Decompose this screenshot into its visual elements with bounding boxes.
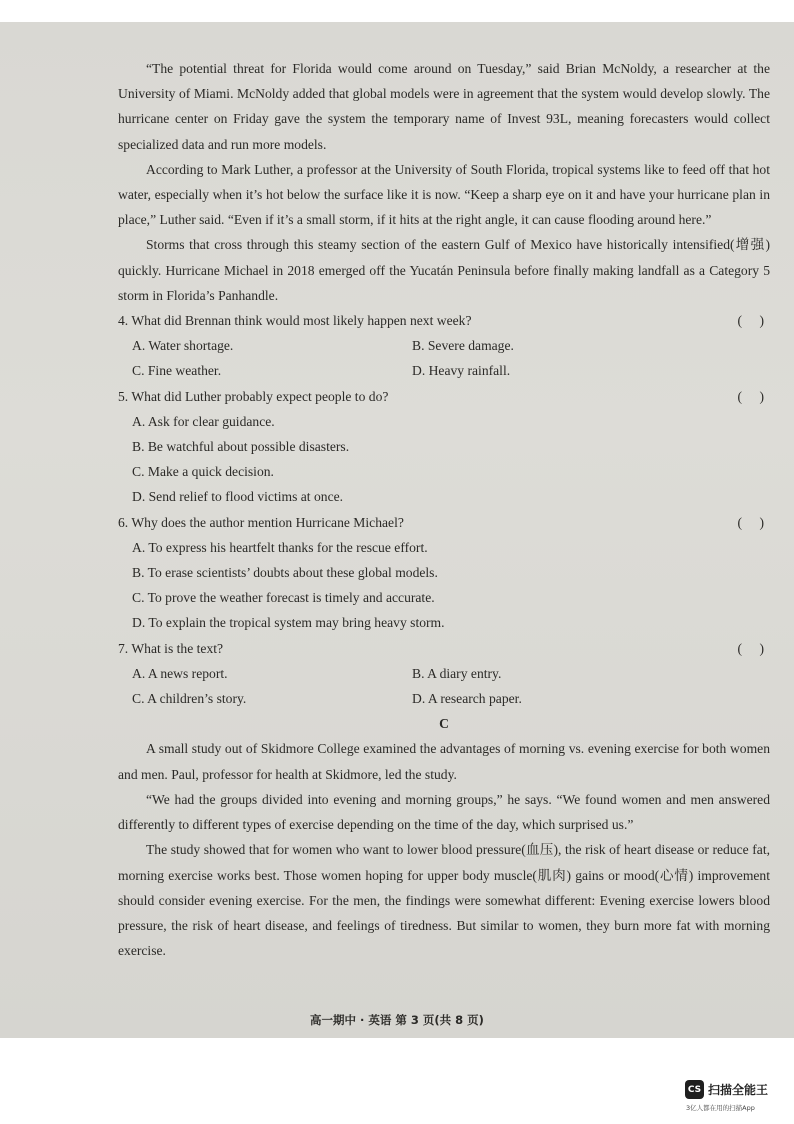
option-b: B. Be watchful about possible disasters. — [132, 439, 350, 455]
question-stem: 7. What is the text? — [118, 640, 224, 656]
option-d: D. To explain the tropical system may bring heavy storm. — [132, 615, 445, 631]
watermark-app-name: 扫描全能王 — [708, 1083, 769, 1097]
question-stem: 5. What did Luther probably expect people to do? — [118, 388, 389, 404]
watermark-tagline: 3亿人都在用的扫描App — [686, 1104, 755, 1112]
option-row — [118, 333, 770, 358]
answer-bracket: ( ) — [737, 514, 764, 530]
option-b: B. To erase scientists’ doubts about these global models. — [132, 565, 438, 581]
option-d: D. Heavy rainfall. — [412, 363, 511, 379]
question-stem: 4. What did Brennan think would most likely happen next week? — [118, 313, 472, 329]
section-c-heading: C — [439, 716, 449, 732]
option-a: A. To express his heartfelt thanks for the rescue effort. — [132, 539, 428, 555]
answer-bracket: ( ) — [737, 313, 764, 329]
option-a: A. A news report. — [132, 665, 228, 681]
option-b: B. A diary entry. — [412, 665, 502, 681]
question-6 — [118, 510, 770, 535]
paragraph: “The potential threat for Florida would come around on Tuesday,” said Brian McNoldy, a researcher at the University of Miami. McNoldy added that global models were in agreement that the system would develop slowly. The hurricane center on Friday gave the system the temporary name of Invest 93L, meaning forecasters would collect specialized data and run more models. — [118, 61, 770, 152]
option-c: C. Make a quick decision. — [132, 464, 274, 480]
camscanner-logo-icon: CS — [685, 1080, 704, 1099]
option-c: C. To prove the weather forecast is timely and accurate. — [132, 590, 435, 606]
question-4 — [118, 308, 770, 333]
option-c: C. A children’s story. — [132, 691, 247, 707]
option-row — [118, 661, 770, 686]
page-content — [118, 56, 770, 963]
paragraph: The study showed that for women who want to lower blood pressure(血压), the risk of heart disease or reduce fat, morning exercise works best. Those women hoping for upper body muscle(肌肉) gains or mood(心情) improvement should consider evening exercise. For the men, the findings were somewhat different: Evening exercise lowers blood pressure, the risk of heart disease, and feelings of tiredness. But similar to women, they burn more fat with morning exercise. — [118, 842, 770, 959]
option-c: C. Fine weather. — [132, 363, 222, 379]
question-7 — [118, 636, 770, 661]
option-a: A. Ask for clear guidance. — [132, 413, 275, 429]
answer-bracket: ( ) — [737, 388, 764, 404]
paragraph: “We had the groups divided into evening and morning groups,” he says. “We found women and men answered differently to different types of exercise depending on the time of the day, which surprised us.” — [118, 791, 770, 833]
option-row — [118, 686, 770, 711]
paragraph: A small study out of Skidmore College examined the advantages of morning vs. evening exercise for both women and men. Paul, professor for health at Skidmore, led the study. — [118, 741, 770, 782]
option-a: A. Water shortage. — [132, 338, 234, 354]
paragraph: Storms that cross through this steamy section of the eastern Gulf of Mexico have historically intensified(增强) quickly. Hurricane Michael in 2018 emerged off the Yucatán Peninsula before finally making landfall as a Category 5 storm in Florida’s Panhandle. — [118, 237, 770, 303]
option-row — [118, 358, 770, 383]
question-stem: 6. Why does the author mention Hurricane Michael? — [118, 514, 404, 530]
option-d: D. A research paper. — [412, 691, 522, 707]
option-b: B. Severe damage. — [412, 338, 514, 354]
answer-bracket: ( ) — [737, 640, 764, 656]
paragraph: According to Mark Luther, a professor at the University of South Florida, tropical systems like to feed off that hot water, especially when it’s hot below the surface like it is now. “Keep a sharp eye on it and have your hurricane plan in place,” Luther said. “Even if it’s a small storm, if it hits at the right angle, it can cause flooding around here.” — [118, 161, 770, 228]
question-5 — [118, 384, 770, 409]
page-footer: 高一期中 · 英语 第 3 页(共 8 页) — [310, 1013, 484, 1027]
scanner-app-watermark — [685, 1080, 768, 1099]
option-d: D. Send relief to flood victims at once. — [132, 489, 344, 505]
